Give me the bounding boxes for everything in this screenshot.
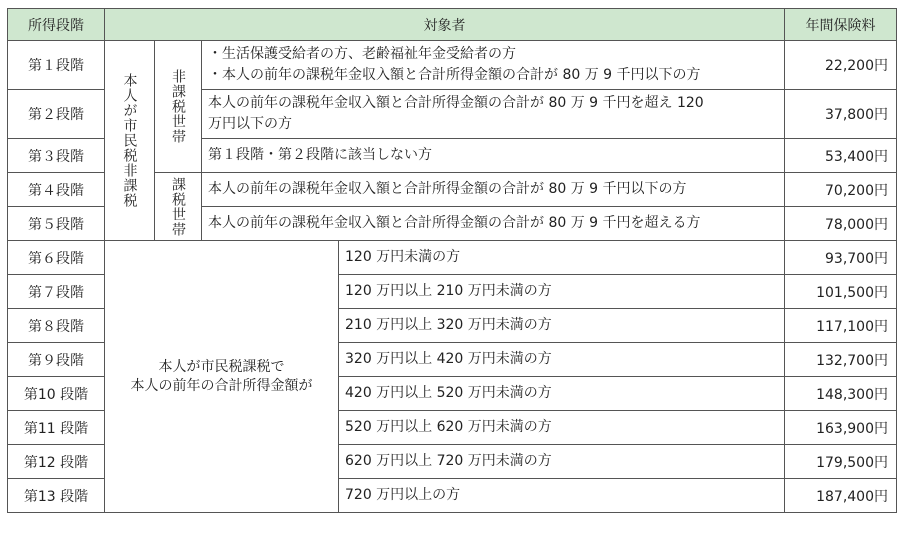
target-line: ・生活保護受給者の方、老齢福祉年金受給者の方 bbox=[208, 46, 516, 62]
table-row bbox=[8, 41, 897, 90]
target-cell: 420 万円以上 520 万円未満の方 bbox=[339, 377, 785, 411]
level-cell: 第11 段階 bbox=[8, 411, 105, 445]
target-cell: 210 万円以上 320 万円未満の方 bbox=[339, 309, 785, 343]
insurance-fee-table bbox=[7, 8, 897, 513]
level-cell: 第６段階 bbox=[8, 241, 105, 275]
target-cell bbox=[202, 41, 785, 90]
target-cell: 第１段階・第２段階に該当しない方 bbox=[202, 139, 785, 173]
target-cell: 本人の前年の課税年金収入額と合計所得金額の合計が 80 万 9 千円以下の方 bbox=[202, 173, 785, 207]
level-cell: 第４段階 bbox=[8, 173, 105, 207]
table-row bbox=[8, 241, 897, 275]
fee-cell: 132,700円 bbox=[785, 343, 897, 377]
target-cell bbox=[202, 90, 785, 139]
target-cell: 320 万円以上 420 万円未満の方 bbox=[339, 343, 785, 377]
level-cell: 第８段階 bbox=[8, 309, 105, 343]
fee-cell: 148,300円 bbox=[785, 377, 897, 411]
target-cell: 620 万円以上 720 万円未満の方 bbox=[339, 445, 785, 479]
level-cell: 第５段階 bbox=[8, 207, 105, 241]
fee-cell: 53,400円 bbox=[785, 139, 897, 173]
fee-cell: 37,800円 bbox=[785, 90, 897, 139]
non-taxed-person-label: 本人が市民税非課税 bbox=[105, 41, 155, 241]
target-cell: 120 万円未満の方 bbox=[339, 241, 785, 275]
level-cell: 第１段階 bbox=[8, 41, 105, 90]
fee-cell: 179,500円 bbox=[785, 445, 897, 479]
header-target: 対象者 bbox=[105, 9, 785, 41]
header-level: 所得段階 bbox=[8, 9, 105, 41]
level-cell: 第３段階 bbox=[8, 139, 105, 173]
taxed-household-label: 課税世帯 bbox=[155, 173, 202, 241]
level-cell: 第７段階 bbox=[8, 275, 105, 309]
fee-cell: 70,200円 bbox=[785, 173, 897, 207]
fee-cell: 78,000円 bbox=[785, 207, 897, 241]
level-cell: 第９段階 bbox=[8, 343, 105, 377]
target-cell: 本人の前年の課税年金収入額と合計所得金額の合計が 80 万 9 千円を超える方 bbox=[202, 207, 785, 241]
level-cell: 第12 段階 bbox=[8, 445, 105, 479]
fee-cell: 93,700円 bbox=[785, 241, 897, 275]
level-cell: 第２段階 bbox=[8, 90, 105, 139]
fee-cell: 22,200円 bbox=[785, 41, 897, 90]
target-cell: 520 万円以上 620 万円未満の方 bbox=[339, 411, 785, 445]
taxed-label-line: 本人の前年の合計所得金額が bbox=[130, 377, 313, 394]
taxed-label-line: 本人が市民税課税で bbox=[158, 358, 285, 375]
level-cell: 第13 段階 bbox=[8, 479, 105, 513]
header-fee: 年間保険料 bbox=[785, 9, 897, 41]
header-row bbox=[8, 9, 897, 41]
target-cell: 120 万円以上 210 万円未満の方 bbox=[339, 275, 785, 309]
target-line: 本人の前年の課税年金収入額と合計所得金額の合計が 80 万 9 千円を超え 120 bbox=[208, 95, 704, 111]
fee-cell: 163,900円 bbox=[785, 411, 897, 445]
fee-cell: 117,100円 bbox=[785, 309, 897, 343]
fee-cell: 101,500円 bbox=[785, 275, 897, 309]
taxed-person-label bbox=[105, 241, 339, 513]
level-cell: 第10 段階 bbox=[8, 377, 105, 411]
target-line: 万円以下の方 bbox=[208, 116, 292, 132]
fee-cell: 187,400円 bbox=[785, 479, 897, 513]
target-line: ・本人の前年の課税年金収入額と合計所得金額の合計が 80 万 9 千円以下の方 bbox=[208, 67, 701, 83]
target-cell: 720 万円以上の方 bbox=[339, 479, 785, 513]
non-taxed-household-label: 非課税世帯 bbox=[155, 41, 202, 173]
